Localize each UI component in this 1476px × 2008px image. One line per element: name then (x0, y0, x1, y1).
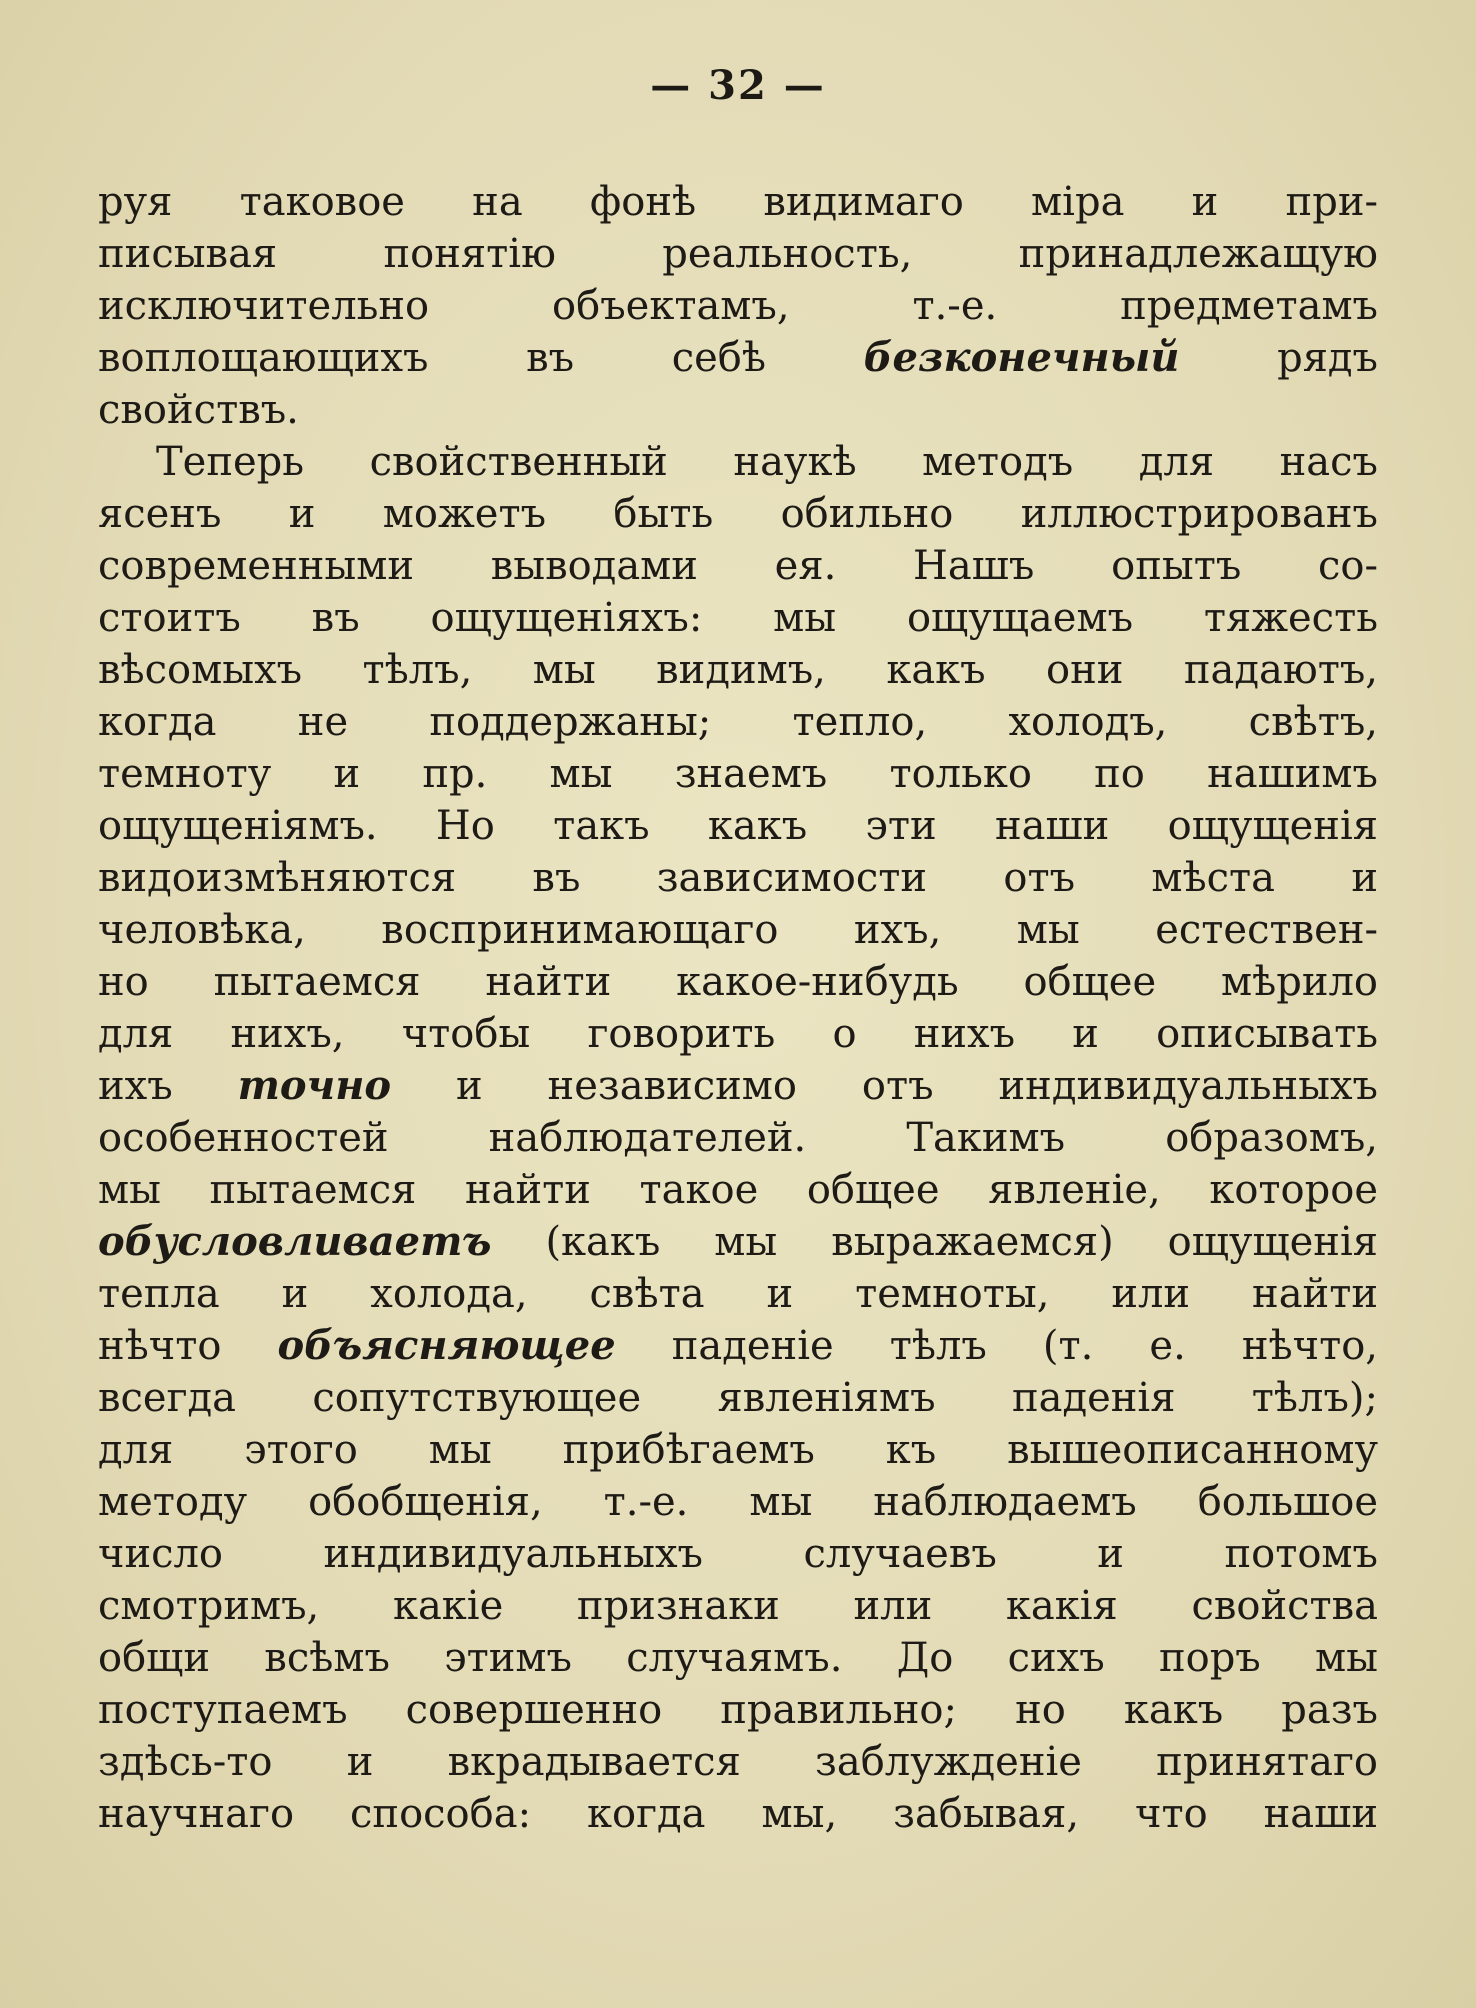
text-line: стоитъ въ ощущеніяхъ: мы ощущаемъ тяжесть (98, 595, 1378, 641)
text-line: общи всѣмъ этимъ случаямъ. До сихъ поръ мы (98, 1635, 1378, 1681)
text-line: видоизмѣняются въ зависимости отъ мѣста и (98, 855, 1378, 901)
text-line: ихъ точно и независимо отъ индивидуальныхъ (98, 1062, 1379, 1109)
text-line: писывая понятію реальность, принадлежащую (98, 231, 1378, 277)
text-line: для нихъ, чтобы говорить о нихъ и описывать (98, 1011, 1378, 1057)
text-line: человѣка, воспринимающаго ихъ, мы естествен- (98, 907, 1378, 953)
text-line: обусловливаетъ (какъ мы выражаемся) ощущенія (98, 1218, 1378, 1265)
text-line: Теперь свойственный наукѣ методъ для насъ (156, 439, 1378, 485)
italic-emphasis: безконечный (863, 334, 1180, 381)
text-line: исключительно объектамъ, т.-е. предметамъ (98, 283, 1378, 329)
text-line: темноту и пр. мы знаемъ только по нашимъ (98, 751, 1378, 797)
text-line: ощущеніямъ. Но такъ какъ эти наши ощущенія (98, 803, 1378, 849)
italic-emphasis: обусловливаетъ (98, 1218, 492, 1265)
text-line: руя таковое на фонѣ видимаго міра и при- (98, 179, 1378, 225)
text-line: методу обобщенія, т.-е. мы наблюдаемъ большое (98, 1479, 1378, 1525)
text-line: ясенъ и можетъ быть обильно иллюстрированъ (98, 491, 1378, 537)
text-line: когда не поддержаны; тепло, холодъ, свѣтъ, (98, 699, 1378, 745)
italic-emphasis: объясняющее (277, 1322, 616, 1369)
text-line: но пытаемся найти какое-нибудь общее мѣрило (98, 959, 1378, 1005)
text-line: тепла и холода, свѣта и темноты, или найти (98, 1271, 1378, 1317)
text-line: свойствъ. (98, 387, 299, 433)
text-line: воплощающихъ въ себѣ безконечный рядъ (98, 334, 1379, 381)
text-line: научнаго способа: когда мы, забывая, что наши (98, 1791, 1378, 1837)
text-line: поступаемъ совершенно правильно; но какъ разъ (98, 1687, 1378, 1733)
text-line: нѣчто объясняющее паденіе тѣлъ (т. е. нѣчто, (98, 1322, 1378, 1369)
text-line: современными выводами ея. Нашъ опытъ со- (98, 543, 1378, 589)
text-line: особенностей наблюдателей. Такимъ образомъ, (98, 1115, 1378, 1161)
text-line: здѣсь-то и вкрадывается заблужденіе принятаго (98, 1739, 1378, 1785)
text-line: смотримъ, какіе признаки или какія свойства (98, 1583, 1378, 1629)
page-number: — 32 — (650, 62, 826, 109)
italic-emphasis: точно (237, 1062, 392, 1109)
text-line: мы пытаемся найти такое общее явленіе, которое (98, 1167, 1378, 1213)
body-text (98, 176, 1378, 1840)
text-line: число индивидуальныхъ случаевъ и потомъ (98, 1531, 1378, 1577)
text-line: вѣсомыхъ тѣлъ, мы видимъ, какъ они падаютъ, (98, 647, 1378, 693)
text-line: всегда сопутствующее явленіямъ паденія тѣлъ); (98, 1375, 1378, 1421)
text-line: для этого мы прибѣгаемъ къ вышеописанному (98, 1427, 1378, 1473)
